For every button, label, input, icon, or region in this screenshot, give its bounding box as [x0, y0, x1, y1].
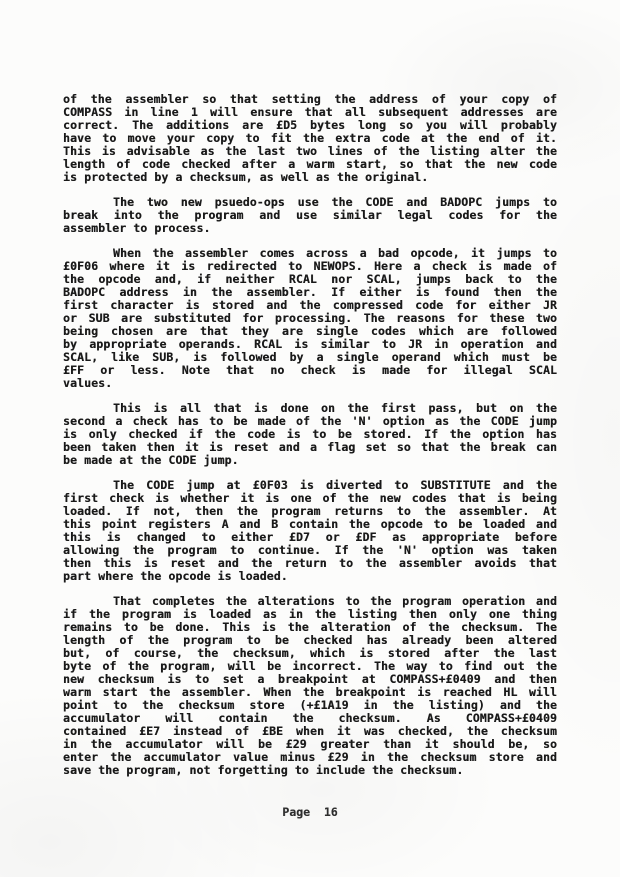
text-line: £0F06 where it is redirected to NEWOPS. Here a check is made of: [63, 259, 557, 273]
text-line: SCAL, like SUB, is followed by a single operand which must be: [63, 350, 557, 364]
text-line: byte of the program, will be incorrect. The way to find out the: [63, 659, 557, 673]
paragraph: [63, 196, 557, 235]
text-line: first check is whether it is one of the new codes that is being: [63, 491, 557, 505]
text-line: then this is reset and the return to the assembler avoids that: [63, 556, 557, 570]
text-line: correct. The additions are £D5 bytes long so you will probably: [63, 118, 557, 132]
text-line: in the accumulator will be £29 greater than it should be, so: [63, 737, 557, 751]
paragraph: [63, 595, 557, 777]
text-line: When the assembler comes across a bad opcode, it jumps to: [113, 246, 557, 260]
text-line: this is changed to either £D7 or £DF as appropriate before: [63, 530, 557, 544]
paragraph: [63, 402, 557, 467]
text-line: by appropriate operands. RCAL is similar to JR in operation and: [63, 337, 557, 351]
text-line: enter the accumulator value minus £29 in the checksum store and: [63, 750, 557, 764]
text-line: COMPASS in line 1 will ensure that all subsequent addresses are: [63, 105, 557, 119]
text-line: That completes the alterations to the program operation and: [113, 594, 557, 608]
text-line: first character is stored and the compressed code for either JR: [63, 298, 557, 312]
text-line: this point registers A and B contain the opcode to be loaded and: [63, 517, 557, 531]
body-text: [63, 93, 557, 789]
text-line: This is all that is done on the first pass, but on the: [113, 401, 557, 415]
text-line: The two new psuedo-ops use the CODE and BADOPC jumps to: [113, 195, 557, 209]
text-line: if the program is loaded as in the listing then only one thing: [63, 607, 557, 621]
text-line: remains to be done. This is the alteration of the checksum. The: [63, 620, 557, 634]
text-line: the opcode and, if neither RCAL nor SCAL, jumps back to the: [63, 272, 557, 286]
text-line: be made at the CODE jump.: [63, 453, 239, 467]
text-line: £FF or less. Note that no check is made for illegal SCAL: [63, 363, 557, 377]
text-line: part where the opcode is loaded.: [63, 569, 288, 583]
text-line: second a check has to be made of the 'N' option as the CODE jump: [63, 414, 557, 428]
text-line: allowing the program to continue. If the 'N' option was taken: [63, 543, 557, 557]
text-line: is protected by a checksum, as well as the original.: [63, 170, 429, 184]
text-line: length of the program to be checked has already been altered: [63, 633, 557, 647]
text-line: is only checked if the code is to be stored. If the option has: [63, 427, 557, 441]
text-line: warm start the assembler. When the breakpoint is reached HL will: [63, 685, 557, 699]
paragraph: [63, 247, 557, 390]
text-line: length of code checked after a warm start, so that the new code: [63, 157, 557, 171]
text-line: values.: [63, 376, 113, 390]
text-line: save the program, not forgetting to include the checksum.: [63, 763, 464, 777]
text-line: being chosen are that they are single codes which are followed: [63, 324, 557, 338]
text-line: have to move your copy to fit the extra code at the end of it.: [63, 131, 557, 145]
text-line: loaded. If not, then the program returns to the assembler. At: [63, 504, 557, 518]
text-line: contained £E7 instead of £BE when it was checked, the checksum: [63, 724, 557, 738]
page-number: Page 16: [282, 805, 338, 819]
paragraph: [63, 93, 557, 184]
text-line: break into the program and use similar legal codes for the: [63, 208, 557, 222]
text-line: accumulator will contain the checksum. As COMPASS+£0409: [63, 711, 557, 725]
paragraph: [63, 479, 557, 583]
text-line: This is advisable as the last two lines of the listing alter the: [63, 144, 557, 158]
text-line: point to the checksum store (+£1A19 in the listing) and the: [63, 698, 557, 712]
text-line: new checksum is to set a breakpoint at COMPASS+£0409 and then: [63, 672, 557, 686]
text-line: but, of course, the checksum, which is stored after the last: [63, 646, 557, 660]
text-line: The CODE jump at £0F03 is diverted to SUBSTITUTE and the: [113, 478, 557, 492]
text-line: BADOPC address in the assembler. If either is found then the: [63, 285, 557, 299]
text-line: assembler to process.: [63, 221, 211, 235]
text-line: been taken then it is reset and a flag set so that the break can: [63, 440, 557, 454]
text-line: or SUB are substituted for processing. The reasons for these two: [63, 311, 557, 325]
text-line: of the assembler so that setting the address of your copy of: [63, 92, 557, 106]
